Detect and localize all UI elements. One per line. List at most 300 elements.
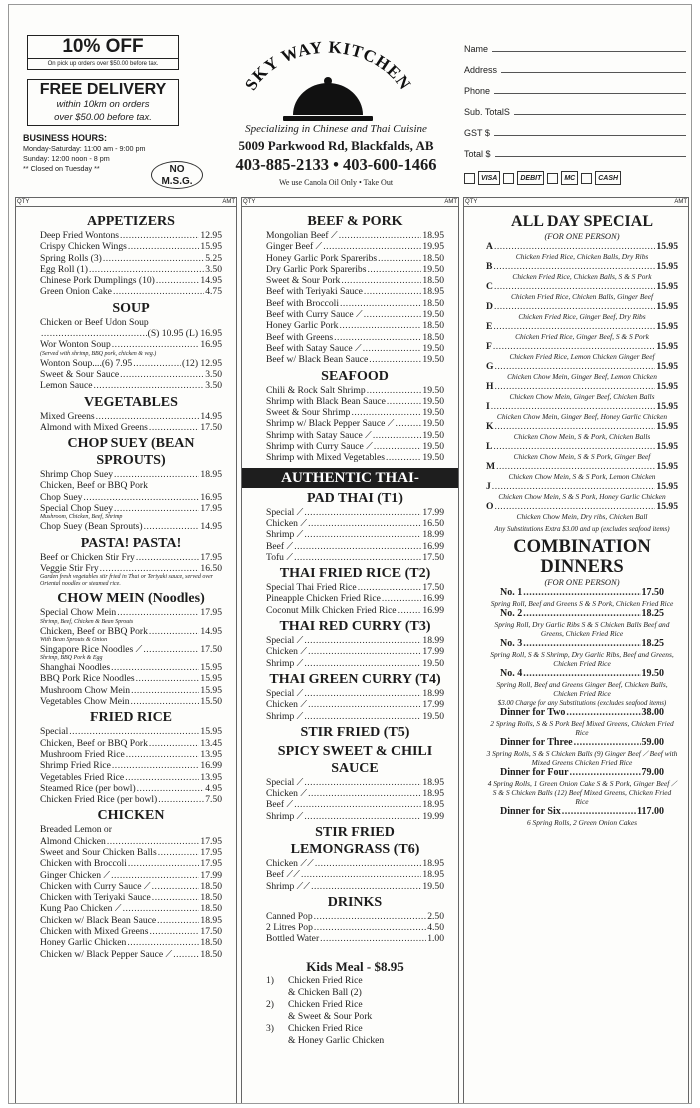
menu-item[interactable] <box>40 328 222 339</box>
order-field-total[interactable]: Total $ <box>464 138 686 159</box>
menu-item[interactable] <box>40 521 222 532</box>
special-letter: F <box>486 341 492 352</box>
dot-leader <box>494 301 655 312</box>
menu-item-text: Chicken or Beef Udon Soup <box>40 316 149 328</box>
menu-item[interactable] <box>266 811 444 822</box>
kids-meal-spacer <box>266 987 288 999</box>
menu-item[interactable] <box>40 607 222 618</box>
menu-item-name: Wonton Soup....(6) 7.95 <box>40 357 133 369</box>
special-item[interactable] <box>486 321 678 332</box>
menu-item[interactable] <box>40 858 222 869</box>
special-item[interactable] <box>486 441 678 452</box>
menu-item-price: 17.50 <box>200 926 222 938</box>
dot-leader <box>304 529 421 540</box>
special-description: Chicken Chow Mein, Ginger Beef, Lemon Chicken <box>507 372 657 381</box>
menu-item[interactable] <box>40 286 222 297</box>
order-field-name[interactable]: Name <box>464 33 686 54</box>
menu-item[interactable] <box>40 563 222 574</box>
special-description: Chicken Fried Rice, Ginger Beef, S & S Pork <box>515 332 649 341</box>
menu-item[interactable] <box>266 418 444 429</box>
menu-item[interactable] <box>266 354 444 365</box>
menu-item[interactable] <box>266 385 444 396</box>
oil-note: We use Canola Oil Only • Take Out <box>278 178 394 187</box>
special-letter: B <box>486 261 493 272</box>
menu-item[interactable] <box>40 230 222 241</box>
combo-name: Dinner for Four <box>500 767 569 778</box>
special-item[interactable] <box>486 281 678 292</box>
no-msg-line-2: M.S.G. <box>161 176 193 187</box>
special-description: Chicken Fried Rice, Chicken Balls, Ginger Beef <box>510 292 654 301</box>
menu-item-price: 19.50 <box>422 441 444 453</box>
dot-leader <box>373 430 422 441</box>
kids-meal-item[interactable] <box>266 975 444 987</box>
combination-title: COMBINATION <box>513 537 651 557</box>
menu-item[interactable] <box>266 881 444 892</box>
menu-item[interactable] <box>40 662 222 673</box>
menu-item[interactable] <box>40 870 222 881</box>
menu-item-price: 18.50 <box>422 252 444 264</box>
menu-item-name: Honey Garlic Pork Spareribs <box>266 252 378 264</box>
dot-leader <box>308 518 421 529</box>
menu-item[interactable] <box>266 343 444 354</box>
dot-leader <box>341 275 421 286</box>
menu-item[interactable] <box>266 593 444 604</box>
menu-item-name: Shrimp w/ Black Pepper Sauce ⟋ <box>266 418 395 430</box>
order-field-gst[interactable]: GST $ <box>464 117 686 138</box>
menu-page <box>8 4 692 1104</box>
menu-item-price: 14.95 <box>200 521 222 533</box>
menu-item[interactable] <box>266 298 444 309</box>
menu-item[interactable] <box>40 738 222 749</box>
menu-item-price: 17.99 <box>200 869 222 881</box>
special-item[interactable] <box>486 501 678 512</box>
cash-icon: CASH <box>595 171 621 185</box>
menu-item-price: 3.50 <box>205 380 222 392</box>
dot-leader <box>339 230 422 241</box>
special-item[interactable] <box>486 481 678 492</box>
dot-leader <box>562 806 636 818</box>
combo-item[interactable] <box>486 587 678 599</box>
menu-item[interactable] <box>40 339 222 350</box>
special-item[interactable] <box>486 241 678 252</box>
combo-name: Dinner for Two <box>500 707 566 718</box>
menu-item[interactable] <box>266 777 444 788</box>
menu-item-name: Beef with Greens <box>266 331 334 343</box>
combo-item[interactable] <box>486 638 678 650</box>
dot-leader <box>143 644 199 655</box>
special-description: Chicken Chow Mein, Ginger Beef, Chicken Balls <box>509 392 655 401</box>
combo-item[interactable] <box>486 806 678 818</box>
delivery-box <box>27 79 179 126</box>
dot-leader <box>149 422 199 433</box>
menu-item[interactable] <box>40 749 222 760</box>
menu-item-name: Vegetables Fried Rice <box>40 771 125 783</box>
special-price: 15.95 <box>656 301 678 312</box>
menu-item-price: 7.50 <box>205 794 222 806</box>
order-form <box>464 33 686 159</box>
menu-item-name: Special ⟋ <box>266 687 304 699</box>
menu-item[interactable] <box>266 711 444 722</box>
menu-item-name: Kung Pao Chicken ⟋ <box>40 903 122 915</box>
dot-leader <box>152 881 200 892</box>
menu-item-price: 17.50 <box>200 421 222 433</box>
menu-item-price: 19.50 <box>422 342 444 354</box>
section-heading: SEAFOOD <box>321 368 389 384</box>
menu-item-price: 19.95 <box>422 241 444 253</box>
menu-item[interactable] <box>40 644 222 655</box>
dot-leader <box>69 726 199 737</box>
menu-item[interactable] <box>40 881 222 892</box>
mastercard-checkbox[interactable] <box>547 173 558 184</box>
menu-item-name: Chicken Fried Rice (per bowl) <box>40 794 158 806</box>
menu-item-price: 18.50 <box>200 937 222 949</box>
menu-item[interactable] <box>40 469 222 480</box>
dot-leader <box>358 582 422 593</box>
combo-item[interactable] <box>486 737 678 749</box>
menu-item-name: Deep Fried Wontons <box>40 230 119 241</box>
dot-leader <box>152 892 200 903</box>
dot-leader <box>127 937 199 948</box>
menu-item-price: 17.99 <box>422 699 444 711</box>
menu-item[interactable] <box>40 903 222 914</box>
menu-item[interactable] <box>40 847 222 858</box>
menu-item-name: Beef with Broccoli <box>266 297 339 309</box>
menu-item-name: Chicken w/ Black Bean Sauce <box>40 914 157 926</box>
menu-item-name: Veggie Stir Fry <box>40 562 99 574</box>
dot-leader <box>120 369 204 380</box>
dinners-title: DINNERS <box>540 557 624 577</box>
combo-item[interactable] <box>486 707 678 719</box>
dot-leader <box>157 915 199 926</box>
menu-item-price: 14.95 <box>200 625 222 637</box>
dot-leader <box>126 749 200 760</box>
menu-item[interactable] <box>40 253 222 264</box>
special-item[interactable] <box>486 381 678 392</box>
menu-item-price: 18.50 <box>422 320 444 332</box>
menu-item-price: 18.99 <box>422 687 444 699</box>
menu-item[interactable] <box>266 309 444 320</box>
menu-item-name: Shrimp with Satay Sauce ⟋ <box>266 429 372 441</box>
kids-meal-line-1: Chicken Fried Rice <box>288 974 363 986</box>
dot-leader <box>364 309 422 320</box>
menu-item-name: Shrimp with Black Bean Sauce <box>266 395 386 407</box>
cash-checkbox[interactable] <box>581 173 592 184</box>
special-description: Chicken Chow Mein, S & S Pork, Ginger Beef <box>513 452 651 461</box>
kids-meal-item[interactable] <box>266 1023 444 1035</box>
order-field-phone[interactable]: Phone <box>464 75 686 96</box>
menu-item[interactable] <box>266 230 444 241</box>
menu-item[interactable] <box>40 626 222 637</box>
special-price: 15.95 <box>656 501 678 512</box>
menu-item[interactable] <box>266 253 444 264</box>
menu-item[interactable] <box>40 783 222 794</box>
menu-item-name: Shrimp Chop Suey <box>40 469 114 481</box>
menu-item[interactable] <box>266 264 444 275</box>
menu-item[interactable] <box>40 552 222 563</box>
menu-item[interactable] <box>40 726 222 737</box>
menu-column-3 <box>463 197 689 1104</box>
special-description: Chicken Fried Rice, Ginger Beef, Dry Ribs <box>518 312 646 321</box>
menu-item-price: 18.50 <box>422 297 444 309</box>
menu-item[interactable] <box>266 858 444 869</box>
special-item[interactable] <box>486 421 678 432</box>
menu-item[interactable] <box>266 922 444 933</box>
menu-item[interactable] <box>40 380 222 391</box>
combination-sub: (FOR ONE PERSON) <box>544 577 620 587</box>
special-item[interactable] <box>486 361 678 372</box>
menu-item[interactable] <box>266 699 444 710</box>
menu-item-price: 19.50 <box>422 309 444 321</box>
menu-item-name: Shrimp ⟋ <box>266 810 304 822</box>
menu-item[interactable] <box>266 635 444 646</box>
menu-item[interactable] <box>40 503 222 514</box>
special-description: Chicken Fried Rice, Lemon Chicken Ginger Beef <box>509 352 655 361</box>
combo-description: Spring Roll, Beef and Greens Ginger Beef, Chicken Balls, Chicken Fried Rice <box>496 680 668 698</box>
menu-item-price: 19.50 <box>422 429 444 441</box>
dot-leader <box>367 385 422 396</box>
menu-item-price: 18.95 <box>200 469 222 481</box>
menu-item-price: 19.50 <box>422 657 444 669</box>
menu-item[interactable] <box>266 452 444 463</box>
menu-item-price: 15.95 <box>200 241 222 253</box>
dot-leader <box>493 261 655 272</box>
menu-item-name: Beef ⟋ <box>266 540 294 552</box>
menu-item[interactable] <box>40 836 222 847</box>
menu-item[interactable] <box>266 275 444 286</box>
menu-item-name: Special ⟋ <box>266 635 304 647</box>
menu-item-price: 19.50 <box>422 384 444 396</box>
menu-item[interactable] <box>40 772 222 783</box>
menu-item-text: Breaded Lemon or <box>40 824 112 836</box>
special-description: Chicken Chow Mein, S & S Pork, Honey Garlic Chicken <box>498 492 666 501</box>
menu-item[interactable] <box>266 582 444 593</box>
menu-item-name: Dry Garlic Pork Spareribs <box>266 263 367 275</box>
menu-item[interactable] <box>40 915 222 926</box>
kids-meal-spacer <box>266 1035 288 1047</box>
menu-item[interactable] <box>266 241 444 252</box>
menu-item[interactable] <box>40 794 222 805</box>
menu-item-name: Special Thai Fried Rice <box>266 582 357 594</box>
combo-item[interactable] <box>486 767 678 779</box>
debit-checkbox[interactable] <box>503 173 514 184</box>
menu-item-name: Spring Rolls (3) <box>40 252 102 264</box>
special-letter: E <box>486 321 493 332</box>
menu-item[interactable] <box>266 430 444 441</box>
dot-leader <box>103 253 204 264</box>
dot-leader <box>374 441 421 452</box>
dot-leader <box>494 361 655 372</box>
dot-leader <box>308 699 421 710</box>
menu-item[interactable] <box>266 869 444 880</box>
order-field-subtotal[interactable]: Sub. TotalS <box>464 96 686 117</box>
menu-item-price: 15.95 <box>200 684 222 696</box>
menu-item-name: Shrimp with Mixed Vegetables <box>266 452 385 464</box>
menu-item-name: Special Chop Suey <box>40 503 114 515</box>
menu-item-name: Wor Wonton Soup <box>40 339 111 351</box>
special-letter: G <box>486 361 494 372</box>
combo-description: Spring Roll, Beef and Greens S & S Pork, Chicken Fried Rice <box>490 599 674 608</box>
item-note: Shrimp, Beef, Chicken & Bean Sprouts <box>40 618 134 625</box>
menu-item[interactable] <box>266 320 444 331</box>
payment-options <box>464 171 689 185</box>
menu-item[interactable] <box>266 911 444 922</box>
dot-leader <box>137 783 205 794</box>
dot-leader <box>158 847 200 858</box>
combo-description: Spring Roll, Dry Garlic Ribs S & S Chicken Balls Beef and Greens, Chicken Fried Rice <box>494 620 670 638</box>
special-description: Chicken Chow Mein, Dry ribs, Chicken Ball <box>516 512 648 521</box>
menu-item[interactable] <box>40 264 222 275</box>
special-letter: O <box>486 501 494 512</box>
kids-meal-line-1: Chicken Fried Rice <box>288 998 363 1010</box>
menu-item-price: (S) 10.95 (L) 16.95 <box>147 328 222 340</box>
menu-item[interactable] <box>266 396 444 407</box>
dot-leader <box>570 767 641 779</box>
menu-item[interactable] <box>266 658 444 669</box>
menu-item[interactable] <box>266 788 444 799</box>
menu-item[interactable] <box>266 541 444 552</box>
menu-item[interactable] <box>266 688 444 699</box>
menu-item[interactable] <box>40 241 222 252</box>
menu-item-price: 15.50 <box>200 696 222 708</box>
menu-item[interactable] <box>266 518 444 529</box>
menu-item-name: Beef with Curry Sauce ⟋ <box>266 309 363 321</box>
menu-item[interactable] <box>266 286 444 297</box>
menu-item-name: Beef ⟋ <box>266 799 294 811</box>
special-price: 15.95 <box>656 261 678 272</box>
combo-item[interactable] <box>486 668 678 680</box>
menu-item-price: 19.50 <box>422 354 444 366</box>
menu-item[interactable] <box>40 492 222 503</box>
menu-item-price: 15.95 <box>200 673 222 685</box>
menu-item-price: 19.99 <box>422 810 444 822</box>
menu-item-price: 15.95 <box>200 726 222 738</box>
menu-item-price: 18.95 <box>422 230 444 241</box>
menu-item[interactable] <box>40 422 222 433</box>
menu-item-name: Sweet & Sour Shrimp <box>266 407 351 419</box>
menu-item-name: Steamed Rice (per bowl) <box>40 782 136 794</box>
special-letter: K <box>486 421 494 432</box>
menu-item[interactable] <box>40 685 222 696</box>
kids-meal-section <box>242 959 458 1047</box>
menu-item[interactable] <box>40 937 222 948</box>
menu-item[interactable] <box>40 369 222 380</box>
menu-item-name: Pineapple Chicken Fried Rice <box>266 593 381 605</box>
menu-item[interactable] <box>40 358 222 369</box>
menu-item-name: Chinese Pork Dumplings (10) <box>40 275 155 287</box>
menu-item[interactable] <box>266 933 444 944</box>
menu-item[interactable] <box>40 696 222 707</box>
dot-leader <box>123 903 200 914</box>
menu-item-name: Mixed Greens <box>40 410 95 422</box>
menu-item-name: Ginger Chicken ⟋ <box>40 869 111 881</box>
menu-item[interactable] <box>40 926 222 937</box>
order-field-address[interactable]: Address <box>464 54 686 75</box>
menu-item-price: 16.50 <box>200 562 222 574</box>
combo-description: 4 Spring Rolls, 1 Green Onion Cake S & S Pork, Ginger Beef ⟋ S & S Chicken Balls (12) Beef Mixed Greens, Chicken Fried Rice <box>487 779 677 806</box>
menu-item-name: Chicken ⟋ <box>266 517 308 529</box>
section-heading: STIR FRIED (T5) <box>300 724 410 740</box>
menu-item-name: Singapore Rice Noodles ⟋ <box>40 643 143 655</box>
kids-meal-item[interactable] <box>266 999 444 1011</box>
dot-leader <box>351 407 421 418</box>
special-price: 15.95 <box>656 481 678 492</box>
menu-item-name: Chicken, Beef or BBQ Pork <box>40 737 148 749</box>
tagline: Specializing in Chinese and Thai Cuisine <box>245 123 427 135</box>
dot-leader <box>308 788 421 799</box>
menu-item-name: Green Onion Cake <box>40 286 112 298</box>
special-item[interactable] <box>486 341 678 352</box>
section-heading: CHICKEN <box>97 808 165 824</box>
dot-leader <box>494 501 655 512</box>
menu-item[interactable] <box>40 673 222 684</box>
menu-item[interactable] <box>266 529 444 540</box>
special-price: 15.95 <box>656 281 678 292</box>
menu-item[interactable] <box>266 441 444 452</box>
dot-leader <box>304 711 421 722</box>
menu-item-name: Shanghai Noodles <box>40 662 111 674</box>
kids-meal-title: Kids Meal - $8.95 <box>306 958 404 974</box>
dot-leader <box>494 281 655 292</box>
menu-item[interactable] <box>266 407 444 418</box>
menu-column-1 <box>15 197 237 1104</box>
dot-leader <box>493 341 656 352</box>
special-item[interactable] <box>486 261 678 272</box>
menu-item[interactable] <box>40 411 222 422</box>
special-item[interactable] <box>486 401 678 412</box>
menu-item-price: 17.95 <box>200 858 222 870</box>
menu-item-price: 2.50 <box>427 910 444 922</box>
combo-description: Spring Roll, S & S Shrimp, Dry Garlic Ribs, Beef and Greens, Chicken Fried Rice <box>490 650 674 668</box>
menu-item[interactable] <box>40 892 222 903</box>
special-price: 15.95 <box>656 341 678 352</box>
menu-item[interactable] <box>266 507 444 518</box>
dot-leader <box>566 707 640 719</box>
kids-meal-spacer <box>266 1011 288 1023</box>
dot-leader <box>93 380 204 391</box>
menu-item-price: 18.50 <box>200 880 222 892</box>
menu-item[interactable] <box>266 799 444 810</box>
dot-leader <box>131 685 199 696</box>
menu-item-name: Shrimp with Curry Sauce ⟋ <box>266 441 373 453</box>
combo-item[interactable] <box>486 608 678 620</box>
dot-leader <box>304 635 421 646</box>
menu-item-price: 3.50 <box>205 263 222 275</box>
menu-item-name: Shrimp ⟋ <box>266 657 304 669</box>
menu-item[interactable] <box>40 760 222 771</box>
menu-item-price: 16.95 <box>200 339 222 351</box>
visa-checkbox[interactable] <box>464 173 475 184</box>
menu-item[interactable] <box>266 332 444 343</box>
menu-item[interactable] <box>40 275 222 286</box>
menu-item-name: Honey Garlic Chicken <box>40 937 127 949</box>
special-item[interactable] <box>486 461 678 472</box>
dot-leader <box>315 858 422 869</box>
menu-item-name: Lemon Sauce <box>40 380 93 392</box>
item-note: Garden fresh vegetables stir fried in Thai or Teriyaki sauce, served over Oriental noodles or steamed rice. <box>40 574 213 588</box>
menu-item-price: 13.45 <box>200 737 222 749</box>
menu-item[interactable] <box>266 605 444 616</box>
dot-leader <box>574 737 641 749</box>
hours-sunday: Sunday: 12:00 noon - 8 pm <box>23 154 110 163</box>
special-item[interactable] <box>486 301 678 312</box>
menu-item[interactable] <box>266 646 444 657</box>
menu-item[interactable] <box>40 949 222 960</box>
section-heading: VEGETABLES <box>84 394 178 410</box>
menu-item[interactable] <box>266 552 444 563</box>
dot-leader <box>363 343 422 354</box>
menu-header <box>9 5 692 200</box>
menu-item-price: 14.95 <box>200 410 222 422</box>
